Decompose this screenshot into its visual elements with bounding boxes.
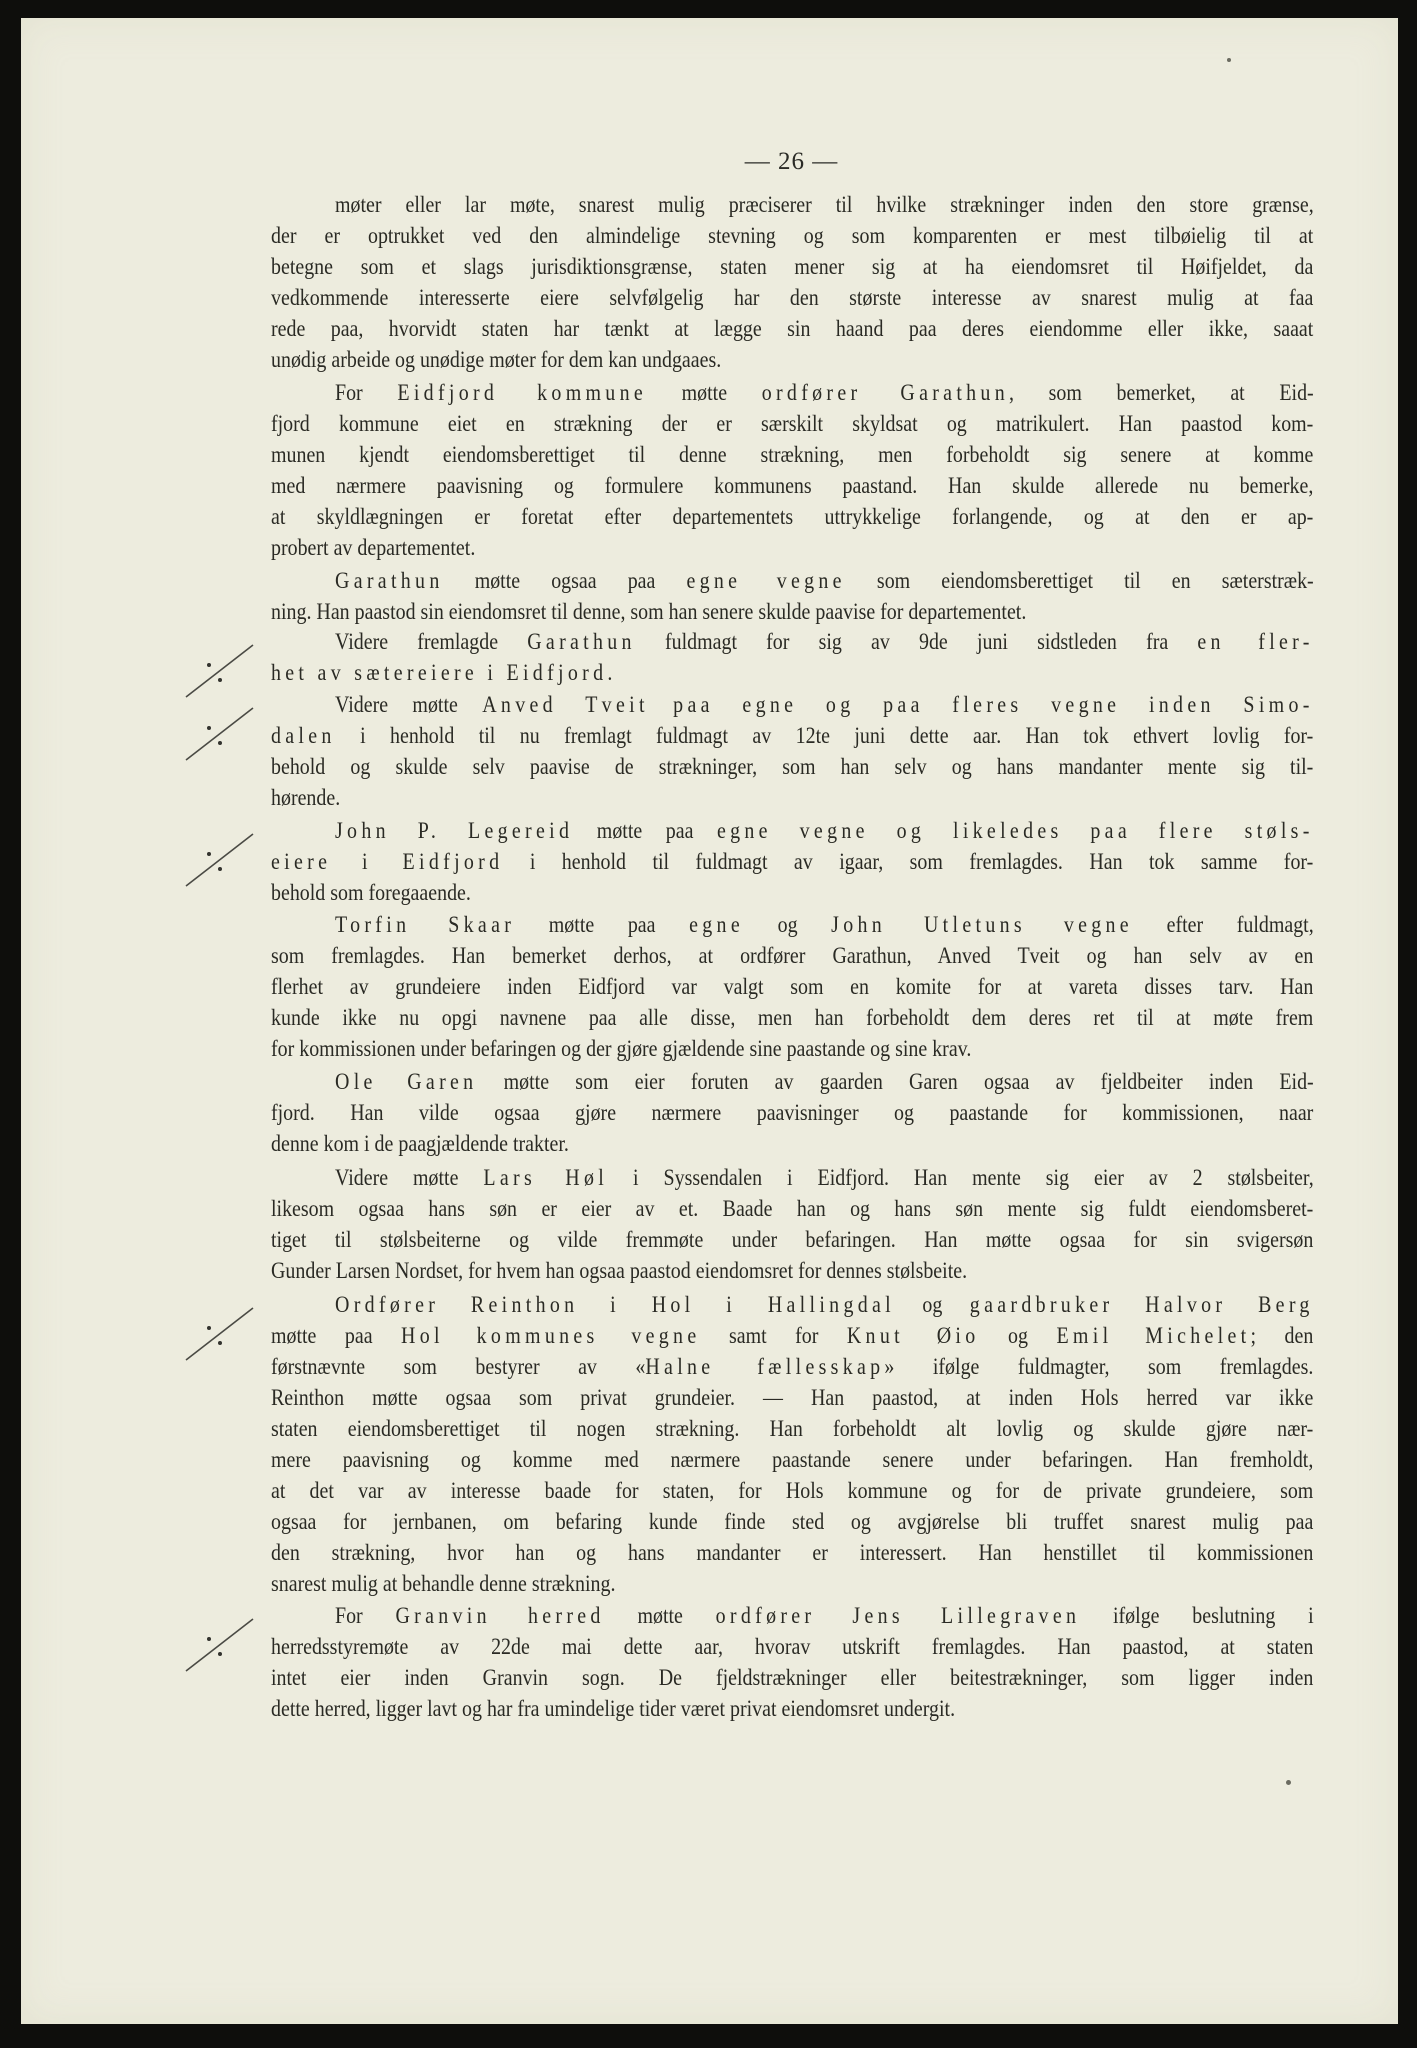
text-line [271,1003,1313,1034]
spaced-name: Garathun [527,629,636,655]
text-run: fjord. Han vilde ogsaa gjøre nærmere paavisninger og paastande for kommissionen, naar [271,1100,1314,1126]
text-run: møtte som eier foruten av gaarden Garen ogsaa av fjeldbeiter inden Eid- [477,1069,1314,1095]
spaced-name: Halne fællesskap [645,1354,885,1380]
text-run: i henhold til nu fremlagt fuldmagt av 12te juni dette aar. Han tok ethvert lovlig for- [335,723,1314,749]
text-run: Videre møtte [335,692,483,718]
text-line [271,502,1313,533]
text-run: møtte paa [515,912,690,938]
text-run: i henhold til fuldmagt av igaar, som fremlagdes. Han tok samme for- [503,849,1314,875]
text-line [335,378,1314,409]
text-run: . [607,660,613,686]
text-run: fuldmagt for sig av 9de juni sidstleden fra [635,629,1198,655]
document-page [21,18,1398,2024]
text-run: probert av departementet. [271,535,476,561]
text-run: førstnævnte som bestyrer av « [271,1354,646,1380]
margin-percent-mark-icon [179,830,259,890]
spaced-name: Ordfører Reinthon i Hol i Hallingdal [335,1292,895,1318]
scan-speck [1286,1780,1291,1785]
spaced-name: en fler- [1197,629,1314,655]
spaced-name: paa egne og paa fleres vegne inden Simo- [673,692,1314,718]
margin-percent-mark-icon [179,1304,259,1364]
text-run: som fremlagdes. Han bemerket derhos, at ordfører Garathun, Anved Tveit og han selv av en [271,943,1314,969]
margin-percent-mark-icon [179,704,259,764]
text-run: unødig arbeide og unødige møter for dem kan undgaaes. [271,347,722,373]
text-line [271,1694,1313,1725]
text-run: herredsstyremøte av 22de mai dette aar, hvorav utskrift fremlagdes. Han paastod, at staten [271,1634,1314,1660]
text-line [271,409,1313,440]
text-line [335,1601,1314,1632]
text-line [271,1256,1313,1287]
spaced-name: Hol kommunes vegne [401,1323,701,1349]
spaced-name: egne [689,912,744,938]
spaced-name: ordfører Garathun [761,380,1009,406]
text-line [335,690,1314,721]
text-run: flerhet av grundeiere inden Eidfjord var valgt som en komite for at vareta disses tarv. Han [271,974,1314,1000]
text-line [271,252,1313,283]
scan-speck [1227,58,1231,62]
spaced-name: Lars Høl [483,1165,609,1191]
spaced-name: dalen [271,723,336,749]
text-run: mere paavisning og komme med nærmere paastande senere under befaringen. Han fremholdt, [271,1447,1314,1473]
text-line [271,471,1313,502]
text-line [271,658,1313,689]
spaced-name: het av sætereiere i Eidfjord [271,660,608,686]
text-line [335,816,1314,847]
text-run: møtte paa [573,818,717,844]
text-line [271,597,1313,628]
text-run: behold som foregaaende. [271,880,471,906]
text-line [271,847,1313,878]
text-run: tiget til stølsbeiterne og vilde fremmøte under befaringen. Han møtte ogsaa for sin svigersøn [271,1227,1314,1253]
text-run: For [335,1603,396,1629]
text-line [271,1034,1313,1065]
spaced-name: Ole Garen [335,1069,478,1095]
text-run: ogsaa for jernbanen, om befaring kunde finde sted og avgjørelse bli truffet snarest mulig paa [271,1509,1314,1535]
text-run: at skyldlægningen er foretat efter departementets uttrykkelige forlangende, og at den er ap- [271,504,1314,530]
spaced-name: eiere i Eidfjord [271,849,504,875]
text-run: ; den [1250,1323,1314,1349]
text-run: den strækning, hvor han og hans mandanter er interessert. Han henstillet til kommissionen [271,1540,1314,1566]
text-line [271,752,1313,783]
text-line [271,314,1313,345]
text-line [271,1194,1313,1225]
text-run: munen kjendt eiendomsberettiget til denne strækning, men forbeholdt sig senere at komme [271,442,1314,468]
spaced-name: Knut Øio [846,1323,980,1349]
text-line [271,1476,1313,1507]
text-run: der er optrukket ved den almindelige stevning og som komparenten er mest tilbøielig til at [271,223,1314,249]
text-run: dette herred, ligger lavt og har fra umindelige tider været privat eiendomsret undergit. [271,1696,956,1722]
text-line [335,627,1314,658]
text-run: behold og skulde selv paavise de strækninger, som han selv og hans mandanter mente sig til- [271,754,1314,780]
text-run: og [979,1323,1057,1349]
margin-percent-mark-icon [179,641,259,701]
spaced-name: Emil Michelet [1056,1323,1251,1349]
text-run: møtte paa [271,1323,402,1349]
text-line [271,1352,1313,1383]
text-line [271,1225,1313,1256]
text-line [335,910,1314,941]
text-run: snarest mulig at behandle denne strækning. [271,1571,616,1597]
spaced-name: John Utletuns vegne [831,912,1133,938]
spaced-name: egne vegne [686,568,846,594]
text-run: i Syssendalen i Eidfjord. Han mente sig eier av 2 stølsbeiter, [608,1165,1314,1191]
text-run: vedkommende interesserte eiere selvfølgelig har den største interesse av snarest mulig at faa [271,285,1314,311]
text-run [649,692,673,718]
text-run: efter fuldmagt, [1132,912,1314,938]
text-line [271,440,1313,471]
text-run: Videre møtte [335,1165,484,1191]
text-run: møtte ogsaa paa [443,568,687,594]
text-run: likesom ogsaa hans søn er eier av et. Baade han og hans søn mente sig fuldt eiendomsberet- [271,1196,1314,1222]
spaced-name: egne vegne og likeledes paa flere støls- [716,818,1314,844]
spaced-name: gaardbruker Halvor Berg [969,1292,1314,1318]
text-run: som eiendomsberettiget til en sæterstræk- [845,568,1314,594]
spaced-name: ordfører Jens Lillegraven [715,1603,1081,1629]
text-line [271,1098,1313,1129]
text-run: møtte [604,1603,716,1629]
text-run: rede paa, hvorvidt staten har tænkt at lægge sin haand paa deres eiendomme eller ikke, saaat [271,316,1314,342]
text-line [271,1632,1313,1663]
text-run: møter eller lar møte, snarest mulig præciserer til hvilke strækninger inden den store grænse, [335,192,1314,218]
text-line [335,190,1314,221]
text-line [271,1507,1313,1538]
text-run: møtte [647,380,762,406]
text-run: , som bemerket, at Eid- [1008,380,1314,406]
text-run: Reinthon møtte ogsaa som privat grundeier. — Han paastod, at inden Hols herred var ikke [271,1385,1314,1411]
text-run: intet eier inden Granvin sogn. De fjeldstrækninger eller beitestrækninger, som ligger inden [271,1665,1314,1691]
text-run: betegne som et slags jurisdiktionsgrænse, staten mener sig at ha eiendomsret til Høifjeldet, da [271,254,1314,280]
text-run: hørende. [271,785,341,811]
text-run: samt for [700,1323,847,1349]
spaced-name: Granvin herred [395,1603,605,1629]
text-run: staten eiendomsberettiget til nogen strækning. Han forbeholdt alt lovlig og skulde gjøre nær- [271,1416,1314,1442]
text-run: for kommissionen under befaringen og der gjøre gjældende sine paastande og sine krav. [271,1036,972,1062]
text-line [271,1538,1313,1569]
text-line [271,1445,1313,1476]
text-line [271,221,1313,252]
text-line [271,878,1313,909]
text-line [271,345,1313,376]
page-number: — 26 — [744,148,839,175]
spaced-name: John P. Legereid [335,818,574,844]
text-line [271,941,1313,972]
text-run: kunde ikke nu opgi navnene paa alle disse, men han forbeholdt dem deres ret til at møte frem [271,1005,1314,1031]
text-run: For [335,380,398,406]
text-run: Videre fremlagde [335,629,528,655]
text-line [335,566,1314,597]
text-line [335,1067,1314,1098]
text-run: og [894,1292,970,1318]
text-run: og [743,912,832,938]
text-line [271,1663,1313,1694]
text-run: » ifølge fuldmagter, som fremlagdes. [884,1354,1314,1380]
spaced-name: Eidfjord kommune [397,380,648,406]
text-run: denne kom i de paagjældende trakter. [271,1131,569,1157]
text-run: Gunder Larsen Nordset, for hvem han ogsaa paastod eiendomsret for dennes stølsbeite. [271,1258,968,1284]
text-line [271,1569,1313,1600]
spaced-name: Anved Tveit [482,692,649,718]
text-run: at det var av interesse baade for staten, for Hols kommune og for de private grundeiere, som [271,1478,1314,1504]
text-line [271,533,1313,564]
margin-percent-mark-icon [179,1615,259,1675]
text-line [271,783,1313,814]
text-run: ifølge beslutning i [1080,1603,1314,1629]
text-run: ning. Han paastod sin eiendomsret til denne, som han senere skulde paavise for departementet. [271,599,1027,625]
text-line [335,1163,1314,1194]
text-line [271,972,1313,1003]
text-line [271,1414,1313,1445]
spaced-name: Torfin Skaar [335,912,516,938]
text-line [271,1383,1313,1414]
text-line [271,721,1313,752]
text-line [335,1290,1314,1321]
spaced-name: Garathun [335,568,444,594]
text-line [271,283,1313,314]
text-line [271,1129,1313,1160]
text-line [271,1321,1313,1352]
text-run: med nærmere paavisning og formulere kommunens paastand. Han skulde allerede nu bemerke, [271,473,1314,499]
text-run: fjord kommune eiet en strækning der er særskilt skyldsat og matrikulert. Han paastod kom- [271,411,1314,437]
